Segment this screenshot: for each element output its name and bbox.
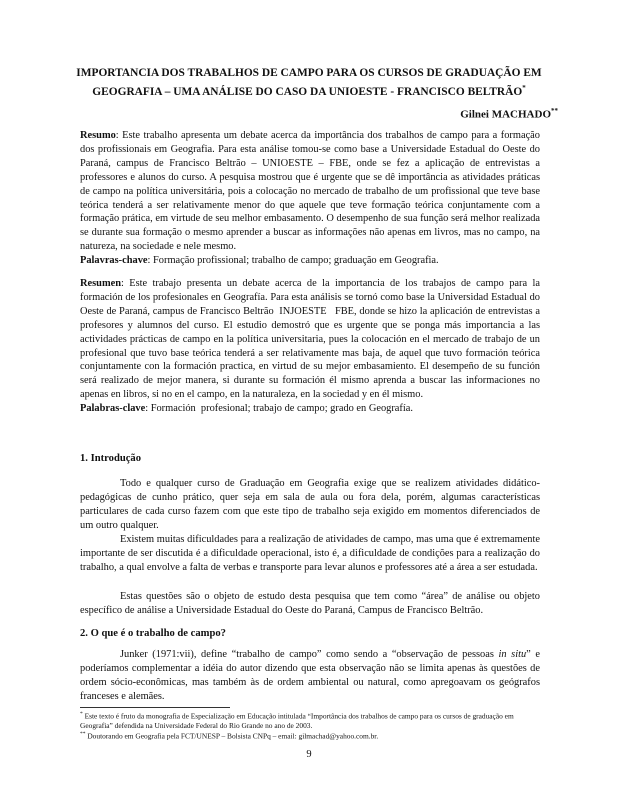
footnote-1-text: Este texto é fruto da monografia de Especialização em Educação intitulada “Importância dos trabalhos de campo para os cursos de graduação em Geografia” defendida na Universidade Federal do Rio Grande no ano de 2003. (80, 711, 514, 730)
section-2-italic-term: in situ (498, 649, 527, 660)
abstract-portuguese (80, 129, 540, 268)
footnote-divider (80, 707, 230, 708)
section-2-text-a: Junker (1971:vii), define “trabalho de campo” como sendo a “observação de pessoas (120, 649, 499, 660)
section-2-text-b: ” e poderíamos complementar a idéia do autor dizendo que esta observação não se limita apenas às questões de ordem sócio-econômicas, mas também às de ordem ambiental ou natural, como apregoavam os geógrafos franceses e alemães. (80, 649, 540, 702)
keywords-text: : Formação profissional; trabalho de campo; graduação em Geografia. (147, 255, 439, 267)
paper-title (60, 66, 558, 100)
palabras-clave-text: : Formación profesional; trabajo de campo; grado en Geografía. (145, 403, 413, 415)
author-line (460, 107, 558, 121)
author-footnote-mark: ** (551, 107, 558, 115)
section-2-heading: 2. O que é o trabalho de campo? (80, 628, 226, 639)
footnotes (80, 710, 540, 741)
section-1-heading: 1. Introdução (80, 453, 142, 464)
keywords-label: Palavras-chave (80, 255, 148, 267)
footnote-2-text: Doutorando em Geografia pela FCT/UNESP – Bolsista CNPq – email: gilmachad@yahoo.com.br. (85, 731, 379, 741)
section-1-paragraph-2: Existem muitas dificuldades para a realização de atividades de campo, mas uma que é extremamente importante de ser discutida é a dificuldade operacional, isto é, a dificuldade de condições para a realização do trabalho, a qual envolve a falta de verbas e transporte para levar alunos e professores até a área a ser estudada. (80, 534, 540, 573)
section-1-paragraph-1: Todo e qualquer curso de Graduação em Geografia exige que se realizem atividades didático-pedagógicas de cunho prático, quer seja em sala de aula ou fora dela, porém, algumas características particulares de cada curso fazem com que este tipo de trabalho seja exigido em momentos diferenciados de um outro qualquer. (80, 478, 540, 531)
section-1-paragraph-3: Estas questões são o objeto de estudo desta pesquisa que tem como “área” de análise ou objeto específico de análise a Universidade Estadual do Oeste do Paraná, Campus de Francisco Beltrão. (80, 591, 540, 616)
footnote-1 (80, 710, 540, 730)
resumen-label: Resumen (80, 278, 121, 289)
resumen-text: : Este trabajo presenta un debate acerca de la importancia de los trabajos de campo para la formación de los profesionales en Geografía. Para esta análisis se tornó como base la Universidad Estadual do Oeste de Paraná, campus de Francisco Beltrão INJOESTE FBE, donde se hizo la aplicación de entrevistas a profesores y alumnos del curso. El estudio demostró que es urgente que se ponga más importancia a las actividades prácticas de campo en la política universitaria, pues la colocación en el mercado de trabajo de un profesional que tuvo base teórica tenderá a ser relativamente mas baja, de aquel que tuvo formación teórica conjuntamente con la formación practica, en virtud de su mejor embasamiento. El desempeño de su función será realizado de mejor manera, si durante su formación él mismo aprenda a buscar las informaciones no apenas en libros, si no en el campo, en la naturaleza, en la sociedad y en él mismo. (80, 278, 540, 401)
author-name: Gilnei MACHADO (460, 108, 551, 121)
footnote-2 (80, 730, 540, 741)
title-footnote-mark: * (522, 84, 526, 92)
page-number: 9 (306, 749, 312, 760)
abstract-text: : Este trabalho apresenta um debate acerca da importância dos trabalhos de campo para a formação dos profissionais em Geografia. Para esta análise tomou-se como base a Universidade Estadual do Oeste do Paraná, campus de Francisco Beltrão – UNIOESTE – FBE, onde se fez a aplicação de entrevistas a professores e alunos do curso. A pesquisa mostrou que é urgente que se dê importância as atividades práticas de campo na política universitária, pois a colocação no mercado de trabalho de um profissional que teve base teórica tenderá a ser relativamente menor do que aquele que teve formação teórica conjuntamente com a formação prática, em virtude de seu melhor embasamento. O desempenho de sua função será melhor realizada se durante sua formação o mesmo aprender a buscar as informações não apenas em livros, mas no campo, na natureza, na sociedade e nele mesmo. (80, 130, 540, 253)
abstract-label: Resumo (80, 130, 116, 141)
palabras-clave-label: Palabras-clave (80, 403, 146, 415)
section-2-paragraph-1 (80, 648, 540, 704)
footnote-1-mark: * (80, 711, 83, 717)
abstract-spanish (80, 277, 540, 416)
title-text: IMPORTANCIA DOS TRABALHOS DE CAMPO PARA OS CURSOS DE GRADUAÇÃO EM GEOGRAFIA – UMA ANÁLISE DO CASO DA UNIOESTE - FRANCISCO BELTRÃO (76, 67, 542, 98)
footnote-2-mark: ** (80, 731, 86, 738)
